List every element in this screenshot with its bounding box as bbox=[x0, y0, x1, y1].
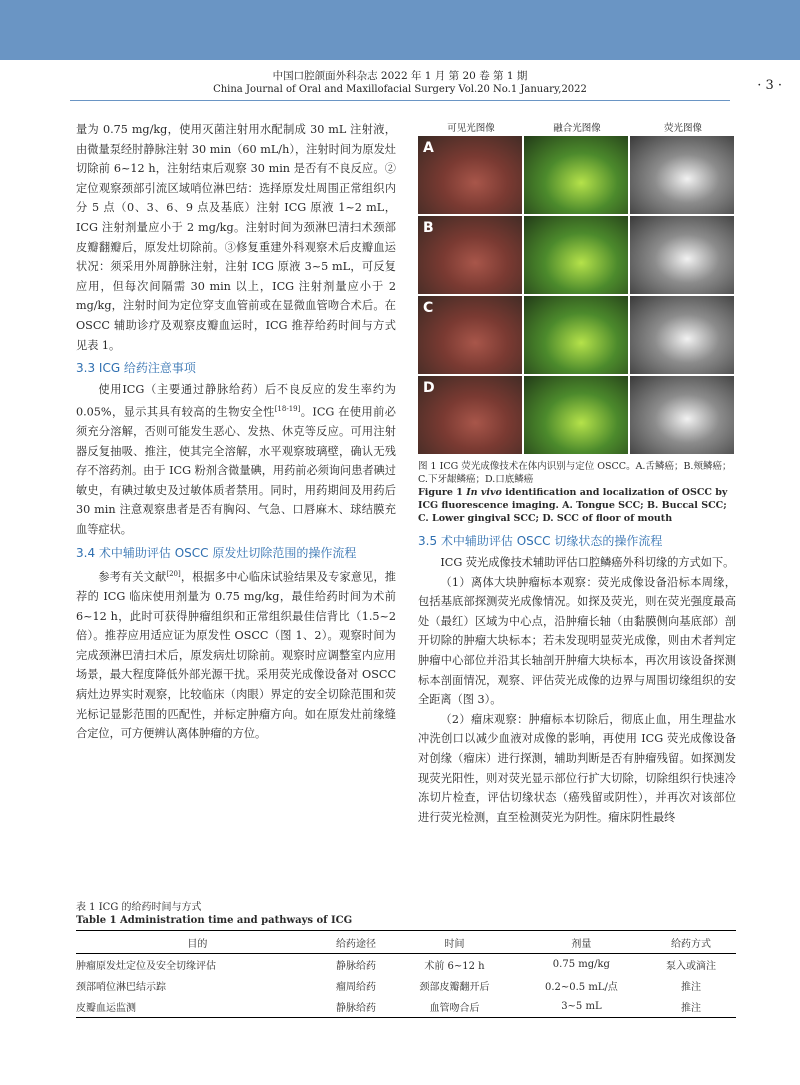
panel-label: A bbox=[423, 140, 434, 156]
table-cell: 静脉给药 bbox=[320, 996, 393, 1018]
journal-title-cn: 中国口腔颌面外科杂志 2022 年 1 月 第 20 卷 第 1 期 bbox=[272, 70, 528, 82]
image-fusion-c bbox=[524, 296, 628, 374]
paragraph-text: 。ICG 在使用前必须充分溶解，否则可能发生恶心、发热、休克等反应。可用注射器反复抽吸、推注，使其完全溶解，水平观察玻璃壁，确认无残存不溶药剂。由于 ICG 粉剂含微量碘，用药前必须询问患者碘过敏史，有碘过敏史及过敏体质者禁用。同时，用药期间及用药后 30 min 注意观察患者是否有胸闷、气急、口唇麻木、球结膜充血等症状。 bbox=[76, 405, 396, 537]
paragraph bbox=[76, 380, 396, 539]
figure-column-headers bbox=[418, 120, 736, 134]
table-caption-en: Table 1 Administration time and pathways of ICG bbox=[76, 915, 353, 926]
top-color-band bbox=[0, 0, 800, 60]
table-caption bbox=[76, 901, 736, 927]
column-header-fusion: 融合光图像 bbox=[553, 123, 601, 134]
table-cell: 血管吻合后 bbox=[392, 996, 516, 1018]
paragraph: 量为 0.75 mg/kg，使用灭菌注射用水配制成 30 mL 注射液，由微量泵经肘静脉注射 30 min（60 mL/h），注射时间为原发灶切除前 6~12 h，注射结束后观察 30 min 是否有不良反应。②定位观察颈部引流区域哨位淋巴结：选择原发灶周围正常组织内分 5 点（0、3、6、9 点及基底）注射 ICG 原液 1~2 mL，ICG 注射剂量应小于 2 mg/kg。注射时间为颈淋巴清扫术颈部皮瓣翻瓣后，原发灶切除前。③修复重建外科观察术后皮瓣血运状况：须采用外周静脉注射，注射 ICG 原液 3~5 mL，可反复应用，但每次间隔需 30 min 以上，ICG 注射剂量应小于 2 mg/kg，注射时间为定位穿支血管前或在显微血管吻合术后。在 OSCC 辅助诊疗及观察皮瓣血运时，ICG 推荐给药时间与方式见表 1。 bbox=[76, 123, 396, 352]
image-visible-b bbox=[418, 216, 522, 294]
image-visible-d bbox=[418, 376, 522, 454]
image-fluorescence-a bbox=[630, 136, 734, 214]
left-column bbox=[76, 120, 396, 744]
paragraph bbox=[76, 565, 396, 744]
table-cell: 皮瓣血运监测 bbox=[76, 996, 320, 1018]
header-time: 时间 bbox=[392, 931, 516, 954]
image-fluorescence-b bbox=[630, 216, 734, 294]
header-method: 给药方式 bbox=[646, 931, 736, 954]
figure-caption-cn: 图 1 ICG 荧光成像技术在体内识别与定位 OSCC。A.舌鳞癌；B.颊鳞癌；C.下牙龈鳞癌；D.口底鳞癌 bbox=[418, 461, 732, 485]
image-visible-a bbox=[418, 136, 522, 214]
section-heading-3-3: 3.3 ICG 给药注意事项 bbox=[76, 361, 196, 376]
citation[interactable]: [18-19] bbox=[274, 404, 301, 413]
paragraph: （1）离体大块肿瘤标本观察：荧光成像设备沿标本周缘，包括基底部探测荧光成像情况。如探及荧光，则在荧光强度最高处（最红）区域为中心点，沿肿瘤长轴（由黏膜侧向基底部）剖开切除的肿瘤大块标本；若未发现明显荧光成像，则由术者判定肿瘤中心部位并沿其长轴剖开肿瘤大块标本，再次用该设备探测标本剖面情况，观察、评估荧光成像的边界与周围切缘组织的安全距离（图 3）。 bbox=[418, 575, 736, 707]
header-dose: 剂量 bbox=[517, 931, 646, 954]
table-cell: 肿瘤原发灶定位及安全切缘评估 bbox=[76, 961, 216, 972]
table-caption-cn: 表 1 ICG 的给药时间与方式 bbox=[76, 902, 202, 913]
table-row bbox=[76, 996, 736, 1018]
section-heading-3-5: 3.5 术中辅助评估 OSCC 切缘状态的操作流程 bbox=[418, 534, 663, 548]
image-fluorescence-d bbox=[630, 376, 734, 454]
image-fusion-a bbox=[524, 136, 628, 214]
table-cell: 推注 bbox=[646, 996, 736, 1018]
table-cell: 颈部哨位淋巴结示踪 bbox=[76, 982, 166, 993]
header-purpose: 目的 bbox=[76, 931, 320, 954]
panel-label: D bbox=[423, 380, 435, 396]
citation[interactable]: [20] bbox=[166, 569, 181, 578]
table-cell: 泵入或滴注 bbox=[666, 961, 717, 972]
header-route: 给药途径 bbox=[320, 931, 393, 954]
table-row bbox=[76, 954, 736, 976]
paragraph-text: 使用ICG（主要通过静脉给药）后不良反应的发生率约为 0.05%，显示其具有较高的生物安全性 bbox=[76, 383, 396, 419]
figure-image-grid bbox=[418, 136, 736, 454]
panel-label: B bbox=[423, 220, 434, 236]
table-cell: 3~5 mL bbox=[517, 996, 646, 1018]
table-cell: 推注 bbox=[681, 982, 702, 993]
panel-label: C bbox=[423, 300, 434, 316]
paragraph: ICG 荧光成像技术辅助评估口腔鳞癌外科切缘的方式如下。 bbox=[440, 556, 735, 569]
table-cell: 静脉给药 bbox=[335, 961, 376, 972]
table-cell: 0.2~0.5 mL/点 bbox=[544, 982, 618, 993]
table-header-row bbox=[76, 931, 736, 954]
caption-italic: In vivo bbox=[466, 487, 502, 498]
table-row bbox=[76, 975, 736, 996]
table-cell: 0.75 mg/kg bbox=[552, 959, 610, 970]
table-cell: 术前 6~12 h bbox=[424, 961, 485, 972]
caption-text: Figure 1 bbox=[418, 487, 467, 498]
image-fusion-b bbox=[524, 216, 628, 294]
figure-1 bbox=[418, 120, 736, 525]
caption-text: identification and localization of OSCC by ICG fluorescence imaging. A. Tongue SCC; B. Buccal SCC; C. Lower gingival SCC; D. SCC of floor of mouth bbox=[418, 487, 728, 524]
table-cell: 瘤周给药 bbox=[335, 982, 376, 993]
page-number: · 3 · bbox=[757, 78, 782, 93]
paragraph-text: 参考有关文献 bbox=[98, 570, 167, 584]
right-column bbox=[418, 528, 736, 827]
column-header-fluorescence: 荧光图像 bbox=[663, 123, 702, 134]
header-rule bbox=[70, 100, 730, 101]
paragraph-text: ，根据多中心临床试验结果及专家意见，推荐的 ICG 临床使用剂量为 0.75 mg/kg，最佳给药时间为术前 6~12 h，此时可获得肿瘤组织和正常组织最佳信背比（1.5~2 倍）。推荐应用适应证为原发性 OSCC（图 1、2）。观察时间为完成颈淋巴清扫术后，原发病灶切除前。观察时应调整室内应用场景，最大程度降低外部光源干扰。采用荧光成像设备对 OSCC 病灶边界实时观察，比较临床（肉眼）界定的安全切除范围和荧光标记显影范围的匹配性，并标定肿瘤方向。如在原发灶前缘缝合定位，可方便辨认离体肿瘤的方位。 bbox=[76, 570, 396, 741]
section-heading-3-4: 3.4 术中辅助评估 OSCC 原发灶切除范围的操作流程 bbox=[76, 545, 357, 560]
table-1 bbox=[76, 930, 736, 1018]
table-cell: 颈部皮瓣翻开后 bbox=[419, 982, 490, 993]
paragraph: （2）瘤床观察：肿瘤标本切除后，彻底止血，用生理盐水冲洗创口以减少血液对成像的影响，再使用 ICG 荧光成像设备对创缘（瘤床）进行探测，辅助判断是否有肿瘤残留。如探测发现荧光阳性，则对荧光显示部位行扩大切除，切除组织行快速冷冻切片检查，评估切缘状态（癌残留或阴性），并再次对该部位进行荧光检测，直至检测荧光为阴性。瘤床阴性最终 bbox=[418, 712, 736, 824]
figure-caption-en bbox=[418, 486, 736, 525]
image-fusion-d bbox=[524, 376, 628, 454]
image-fluorescence-c bbox=[630, 296, 734, 374]
column-header-visible: 可见光图像 bbox=[447, 123, 495, 134]
image-visible-c bbox=[418, 296, 522, 374]
journal-title-en: China Journal of Oral and Maxillofacial Surgery Vol.20 No.1 January,2022 bbox=[213, 84, 587, 95]
